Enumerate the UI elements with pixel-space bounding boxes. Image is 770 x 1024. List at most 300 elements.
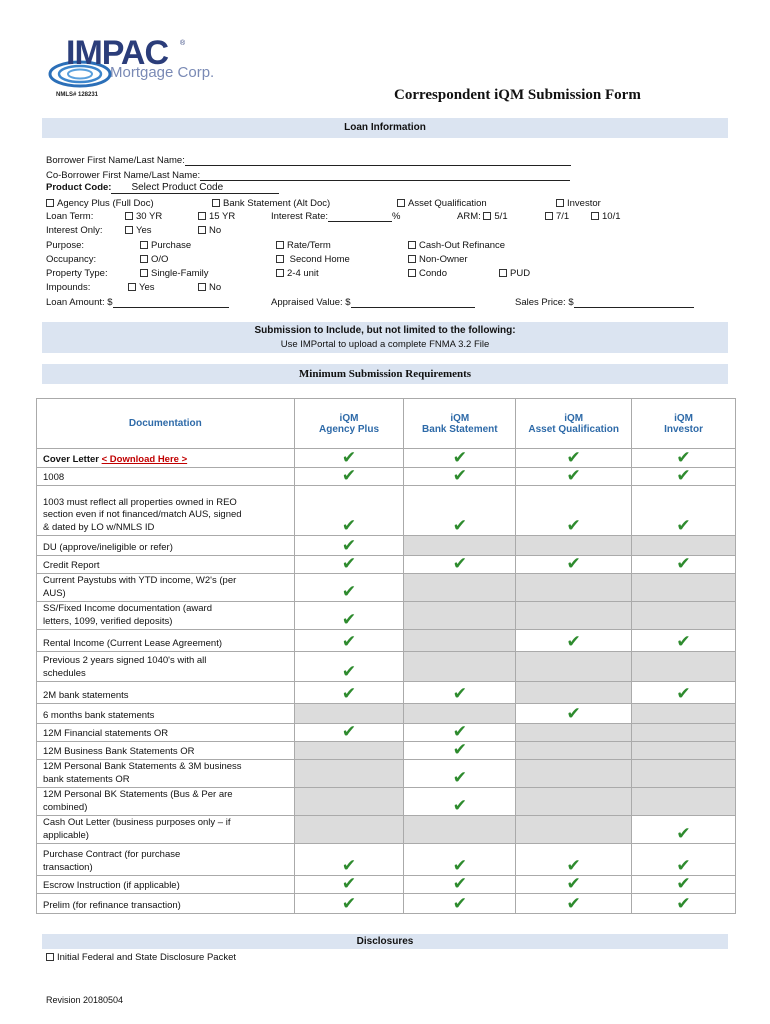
cell-asset-qualification xyxy=(516,876,632,894)
cell-investor xyxy=(632,788,736,816)
arm-7-1[interactable] xyxy=(545,211,569,222)
occupancy-oo[interactable] xyxy=(140,254,168,265)
loan-term-label: Loan Term: xyxy=(46,211,94,222)
checkmark-icon: ✔ xyxy=(676,554,691,574)
doc-line: Cash Out Letter (business purposes only – if xyxy=(43,817,231,828)
doc-line: 12M Business Bank Statements OR xyxy=(43,745,195,757)
cell-asset-qualification xyxy=(516,844,632,876)
cell-investor xyxy=(632,742,736,760)
cell-investor xyxy=(632,724,736,742)
checkmark-icon: ✔ xyxy=(341,448,357,468)
doc-cell xyxy=(37,574,295,602)
cell-investor xyxy=(632,816,736,844)
property-pud[interactable] xyxy=(499,268,530,279)
checkmark-icon: ✔ xyxy=(452,874,467,894)
doc-line: bank statements OR xyxy=(43,773,130,785)
loan-amount-row xyxy=(46,297,229,308)
cell-agency-plus xyxy=(294,760,404,788)
checkmark-icon: ✔ xyxy=(676,684,691,704)
checkmark-icon: ✔ xyxy=(341,856,357,876)
purchase-label: Purchase xyxy=(151,240,192,251)
doc-line: 2M bank statements xyxy=(43,689,129,701)
property-type-label: Property Type: xyxy=(46,268,108,279)
cell-agency-plus xyxy=(294,894,404,914)
doc-line: 12M Personal BK Statements (Bus & Per are xyxy=(43,789,233,800)
doc-line: Purchase Contract (for purchase xyxy=(43,849,181,860)
checkmark-icon: ✔ xyxy=(452,768,467,788)
table-row xyxy=(37,536,736,556)
cell-investor xyxy=(632,556,736,574)
logo-nmls: NMLS# 128231 xyxy=(56,92,99,98)
checkbox[interactable] xyxy=(46,199,54,207)
sales-price-row xyxy=(515,297,694,308)
coborrower-name-field[interactable] xyxy=(200,171,570,181)
checkbox[interactable] xyxy=(483,212,491,220)
table-row xyxy=(37,630,736,652)
cell-bank-statement xyxy=(404,556,516,574)
checkmark-icon: ✔ xyxy=(341,582,357,602)
interest-only-no[interactable] xyxy=(198,225,221,236)
purpose-label: Purpose: xyxy=(46,240,85,251)
cell-investor xyxy=(632,574,736,602)
loan-amount-label: Loan Amount: $ xyxy=(46,297,113,308)
cell-investor xyxy=(632,760,736,788)
condo-label: Condo xyxy=(419,268,447,279)
doc-line: applicable) xyxy=(43,829,89,841)
pud-label: PUD xyxy=(510,268,531,279)
cell-agency-plus xyxy=(294,816,404,844)
checkmark-icon: ✔ xyxy=(676,516,691,536)
doc-cell xyxy=(37,536,295,556)
submission-header: Submission to Include, but not limited to the following: xyxy=(254,325,516,336)
checkbox[interactable] xyxy=(125,226,133,234)
requirements-header-row xyxy=(37,399,736,449)
property-single-family[interactable] xyxy=(140,268,209,279)
checkmark-icon: ✔ xyxy=(452,856,467,876)
cell-agency-plus xyxy=(294,556,404,574)
checkbox[interactable] xyxy=(397,199,405,207)
doc-line: Escrow Instruction (if applicable) xyxy=(43,879,180,891)
cell-agency-plus xyxy=(294,652,404,682)
loan-information-header: Loan Information xyxy=(42,118,728,138)
checkbox[interactable] xyxy=(556,199,564,207)
checkbox[interactable] xyxy=(276,255,284,263)
cell-agency-plus xyxy=(294,449,404,468)
arm-7-1-label: 7/1 xyxy=(556,211,570,222)
checkbox[interactable] xyxy=(198,226,206,234)
checkmark-icon: ✔ xyxy=(452,516,467,536)
doc-cell xyxy=(37,704,295,724)
doc-line: combined) xyxy=(43,801,88,813)
revision-label: Revision 20180504 xyxy=(46,995,124,1005)
arm-5-1: 5/1 xyxy=(494,211,508,222)
doc-cell xyxy=(37,724,295,742)
cell-agency-plus xyxy=(294,574,404,602)
cell-agency-plus xyxy=(294,704,404,724)
checkmark-icon: ✔ xyxy=(566,874,581,894)
cell-asset-qualification xyxy=(516,682,632,704)
table-row xyxy=(37,742,736,760)
cell-asset-qualification xyxy=(516,486,632,536)
checkbox[interactable] xyxy=(198,283,206,291)
doc-line: AUS) xyxy=(43,587,66,599)
cell-bank-statement xyxy=(404,486,516,536)
cell-asset-qualification xyxy=(516,742,632,760)
checkbox[interactable] xyxy=(128,283,136,291)
table-row xyxy=(37,844,736,876)
doc-line: Current Paystubs with YTD income, W2's (per xyxy=(43,575,237,586)
requirements-header: Minimum Submission Requirements xyxy=(42,364,728,384)
checkbox[interactable] xyxy=(212,199,220,207)
doc-cell xyxy=(37,894,295,914)
checkmark-icon: ✔ xyxy=(452,684,467,704)
cell-asset-qualification xyxy=(516,652,632,682)
doc-type-bank[interactable] xyxy=(212,198,330,209)
cell-agency-plus xyxy=(294,468,404,486)
yes-label: Yes xyxy=(136,225,152,236)
second-home-label: Second Home xyxy=(289,254,350,265)
doc-line: Rental Income (Current Lease Agreement) xyxy=(43,637,223,649)
arm-10-1-label: 10/1 xyxy=(602,211,621,222)
cell-investor xyxy=(632,486,736,536)
doc-line: 1008 xyxy=(43,471,65,483)
doc-type-investor-label: Investor xyxy=(567,198,601,209)
doc-line: schedules xyxy=(43,667,86,679)
cell-asset-qualification xyxy=(516,894,632,914)
cell-bank-statement xyxy=(404,704,516,724)
checkbox[interactable] xyxy=(545,212,553,220)
cell-bank-statement xyxy=(404,630,516,652)
occupancy-non-owner[interactable] xyxy=(408,254,468,265)
download-link[interactable]: < Download Here > xyxy=(101,453,188,465)
cell-asset-qualification xyxy=(516,816,632,844)
checkbox[interactable] xyxy=(276,241,284,249)
impac-logo xyxy=(44,34,264,106)
impounds-yes[interactable] xyxy=(128,282,155,293)
purpose-cash-out[interactable] xyxy=(408,240,505,251)
checkmark-icon: ✔ xyxy=(341,722,357,742)
doc-type-agency[interactable] xyxy=(46,198,154,209)
borrower-row xyxy=(46,155,571,166)
cell-asset-qualification xyxy=(516,468,632,486)
table-row xyxy=(37,486,736,536)
col-documentation: Documentation xyxy=(37,399,295,449)
table-row xyxy=(37,724,736,742)
doc-line: Prelim (for refinance transaction) xyxy=(43,899,181,911)
checkmark-icon: ✔ xyxy=(676,632,691,652)
col-asset-qualification: iQM Asset Qualification xyxy=(516,399,632,449)
doc-line: 6 months bank statements xyxy=(43,709,155,721)
checkbox[interactable] xyxy=(46,953,54,961)
cell-bank-statement xyxy=(404,536,516,556)
checkbox[interactable] xyxy=(140,255,148,263)
cell-investor xyxy=(632,682,736,704)
doc-cell xyxy=(37,760,295,788)
col-investor: iQM Investor xyxy=(632,399,736,449)
doc-line: 12M Personal Bank Statements & 3M business xyxy=(43,761,242,772)
appraised-label: Appraised Value: $ xyxy=(271,297,351,308)
checkmark-icon: ✔ xyxy=(341,632,357,652)
checkmark-icon: ✔ xyxy=(676,894,691,914)
purpose-purchase[interactable] xyxy=(140,240,191,251)
checkmark-icon: ✔ xyxy=(452,722,467,742)
property-2-4-unit[interactable] xyxy=(276,268,319,279)
cell-bank-statement xyxy=(404,894,516,914)
cell-agency-plus xyxy=(294,682,404,704)
doc-line: Previous 2 years signed 1040's with all xyxy=(43,655,207,666)
doc-line: 1003 must reflect all properties owned in REO xyxy=(43,496,237,508)
cell-bank-statement xyxy=(404,788,516,816)
interest-only-yes[interactable] xyxy=(125,225,152,236)
checkbox[interactable] xyxy=(140,269,148,277)
checkbox[interactable] xyxy=(591,212,599,220)
appraised-row xyxy=(271,297,475,308)
arm-10-1[interactable] xyxy=(591,211,621,222)
percent-sign: % xyxy=(392,211,401,222)
cell-asset-qualification xyxy=(516,536,632,556)
checkmark-icon: ✔ xyxy=(566,894,581,914)
doc-line: SS/Fixed Income documentation (award xyxy=(43,603,212,614)
table-row xyxy=(37,876,736,894)
disclosures-header: Disclosures xyxy=(42,934,728,949)
table-row xyxy=(37,894,736,914)
interest-rate-field[interactable] xyxy=(328,212,392,222)
cell-agency-plus xyxy=(294,602,404,630)
cell-agency-plus xyxy=(294,486,404,536)
cell-agency-plus xyxy=(294,724,404,742)
cell-bank-statement xyxy=(404,816,516,844)
checkbox[interactable] xyxy=(408,269,416,277)
doc-cell xyxy=(37,630,295,652)
cell-bank-statement xyxy=(404,602,516,630)
two-four-unit-label: 2-4 unit xyxy=(287,268,319,279)
cell-bank-statement xyxy=(404,449,516,468)
no-label: No xyxy=(209,282,222,293)
cell-investor xyxy=(632,468,736,486)
interest-only-label: Interest Only: xyxy=(46,225,103,236)
checkbox[interactable] xyxy=(276,269,284,277)
doc-cell xyxy=(37,788,295,816)
checkmark-icon: ✔ xyxy=(452,466,467,486)
product-code-select[interactable]: Select Product Code xyxy=(111,182,279,194)
logo-brand: IMPAC xyxy=(66,34,169,72)
cell-investor xyxy=(632,630,736,652)
doc-type-investor[interactable] xyxy=(556,198,601,209)
checkmark-icon: ✔ xyxy=(452,554,467,574)
term-15[interactable] xyxy=(198,211,235,222)
table-row xyxy=(37,816,736,844)
coborrower-row xyxy=(46,170,570,181)
checkmark-icon: ✔ xyxy=(341,466,357,486)
cell-investor xyxy=(632,602,736,630)
checkbox[interactable] xyxy=(408,255,416,263)
borrower-name-field[interactable] xyxy=(185,156,571,166)
cell-investor xyxy=(632,704,736,724)
checkmark-icon: ✔ xyxy=(566,448,581,468)
doc-cell xyxy=(37,682,295,704)
disclosure-packet-label: Initial Federal and State Disclosure Packet xyxy=(57,952,237,963)
disclosure-packet[interactable] xyxy=(46,952,236,963)
checkbox[interactable] xyxy=(408,241,416,249)
requirements-table xyxy=(36,398,736,914)
doc-line: Credit Report xyxy=(43,559,100,571)
product-code-label: Product Code: xyxy=(46,182,112,193)
checkmark-icon: ✔ xyxy=(676,824,691,844)
impounds-label: Impounds: xyxy=(46,282,91,293)
checkbox[interactable] xyxy=(198,212,206,220)
cell-asset-qualification xyxy=(516,788,632,816)
table-row xyxy=(37,574,736,602)
checkmark-icon: ✔ xyxy=(341,894,357,914)
oo-label: O/O xyxy=(151,254,169,265)
checkmark-icon: ✔ xyxy=(566,704,581,724)
checkbox[interactable] xyxy=(499,269,507,277)
cell-asset-qualification xyxy=(516,574,632,602)
doc-cell xyxy=(37,486,295,536)
cell-investor xyxy=(632,844,736,876)
cell-asset-qualification xyxy=(516,449,632,468)
interest-rate-label: Interest Rate: xyxy=(271,211,329,222)
checkmark-icon: ✔ xyxy=(452,448,467,468)
checkmark-icon: ✔ xyxy=(341,536,357,556)
checkmark-icon: ✔ xyxy=(676,466,691,486)
table-row xyxy=(37,682,736,704)
borrower-label: Borrower First Name/Last Name: xyxy=(46,155,185,166)
table-row xyxy=(37,652,736,682)
checkmark-icon: ✔ xyxy=(566,516,581,536)
logo-corp: Mortgage Corp. xyxy=(110,64,215,81)
doc-line: letters, 1099, verified deposits) xyxy=(43,615,173,627)
cell-asset-qualification xyxy=(516,724,632,742)
cell-bank-statement xyxy=(404,844,516,876)
cell-agency-plus xyxy=(294,844,404,876)
checkmark-icon: ✔ xyxy=(676,856,691,876)
term-30[interactable] xyxy=(125,211,162,222)
term-15-label: 15 YR xyxy=(209,211,236,222)
cell-investor xyxy=(632,876,736,894)
cell-bank-statement xyxy=(404,682,516,704)
form-title: Correspondent iQM Submission Form xyxy=(394,87,641,103)
doc-cell xyxy=(37,816,295,844)
cell-asset-qualification xyxy=(516,630,632,652)
checkmark-icon: ✔ xyxy=(341,684,357,704)
checkmark-icon: ✔ xyxy=(566,856,581,876)
cell-bank-statement xyxy=(404,724,516,742)
checkmark-icon: ✔ xyxy=(566,632,581,652)
cell-investor xyxy=(632,536,736,556)
doc-line: DU (approve/ineligible or refer) xyxy=(43,541,173,553)
purpose-rate-term[interactable] xyxy=(276,240,331,251)
cell-bank-statement xyxy=(404,760,516,788)
cell-agency-plus xyxy=(294,788,404,816)
coborrower-label: Co-Borrower First Name/Last Name: xyxy=(46,170,201,181)
submission-band xyxy=(42,322,728,353)
cell-agency-plus xyxy=(294,630,404,652)
table-row xyxy=(37,468,736,486)
doc-cell xyxy=(37,876,295,894)
sales-price-label: Sales Price: $ xyxy=(515,297,574,308)
property-condo[interactable] xyxy=(408,268,447,279)
non-owner-label: Non-Owner xyxy=(419,254,468,265)
checkmark-icon: ✔ xyxy=(566,554,581,574)
logo-registered: ® xyxy=(180,40,186,47)
table-row xyxy=(37,556,736,574)
cell-asset-qualification xyxy=(516,602,632,630)
cell-investor xyxy=(632,894,736,914)
cell-asset-qualification xyxy=(516,760,632,788)
occupancy-second-home[interactable] xyxy=(276,254,350,265)
table-row xyxy=(37,602,736,630)
doc-line: transaction) xyxy=(43,861,93,873)
impounds-no[interactable] xyxy=(198,282,221,293)
doc-line: & dated by LO w/NMLS ID xyxy=(43,521,155,533)
loan-amount-field[interactable] xyxy=(113,298,229,308)
yes-label: Yes xyxy=(139,282,155,293)
checkmark-icon: ✔ xyxy=(676,874,691,894)
cell-agency-plus xyxy=(294,536,404,556)
doc-cell xyxy=(37,602,295,630)
checkmark-icon: ✔ xyxy=(341,610,357,630)
checkmark-icon: ✔ xyxy=(566,466,581,486)
table-row xyxy=(37,760,736,788)
interest-rate-row xyxy=(271,211,400,222)
checkmark-icon: ✔ xyxy=(452,796,467,816)
product-code-row xyxy=(46,182,279,194)
doc-type-agency-label: Agency Plus (Full Doc) xyxy=(57,198,154,209)
table-row xyxy=(37,788,736,816)
cell-bank-statement xyxy=(404,574,516,602)
doc-cell xyxy=(37,844,295,876)
doc-cell xyxy=(37,742,295,760)
checkmark-icon: ✔ xyxy=(452,740,467,760)
appraised-field[interactable] xyxy=(351,298,475,308)
doc-type-bank-label: Bank Statement (Alt Doc) xyxy=(223,198,331,209)
cash-out-label: Cash-Out Refinance xyxy=(419,240,506,251)
doc-line: Cover Letter xyxy=(43,453,99,465)
doc-cell xyxy=(37,652,295,682)
checkmark-icon: ✔ xyxy=(341,662,357,682)
cell-agency-plus xyxy=(294,742,404,760)
checkmark-icon: ✔ xyxy=(452,894,467,914)
doc-cell xyxy=(37,468,295,486)
doc-cell xyxy=(37,449,295,468)
checkbox[interactable] xyxy=(125,212,133,220)
sales-price-field[interactable] xyxy=(574,298,694,308)
checkmark-icon: ✔ xyxy=(676,448,691,468)
cell-agency-plus xyxy=(294,876,404,894)
checkmark-icon: ✔ xyxy=(341,874,357,894)
submission-note: Use IMPortal to upload a complete FNMA 3.2 File xyxy=(280,339,490,350)
col-bank-statement: iQM Bank Statement xyxy=(404,399,516,449)
single-family-label: Single-Family xyxy=(151,268,209,279)
doc-line: section even if not financed/match AUS, signed xyxy=(43,509,242,520)
table-row xyxy=(37,704,736,724)
cell-investor xyxy=(632,652,736,682)
term-30-label: 30 YR xyxy=(136,211,163,222)
cell-investor xyxy=(632,449,736,468)
checkbox[interactable] xyxy=(140,241,148,249)
doc-line: 12M Financial statements OR xyxy=(43,727,169,739)
arm-label: ARM: xyxy=(457,211,481,222)
doc-type-asset[interactable] xyxy=(397,198,487,209)
cell-asset-qualification xyxy=(516,556,632,574)
doc-cell xyxy=(37,556,295,574)
no-label: No xyxy=(209,225,222,236)
cell-bank-statement xyxy=(404,876,516,894)
cell-bank-statement xyxy=(404,652,516,682)
checkmark-icon: ✔ xyxy=(341,516,357,536)
checkmark-icon: ✔ xyxy=(341,554,357,574)
